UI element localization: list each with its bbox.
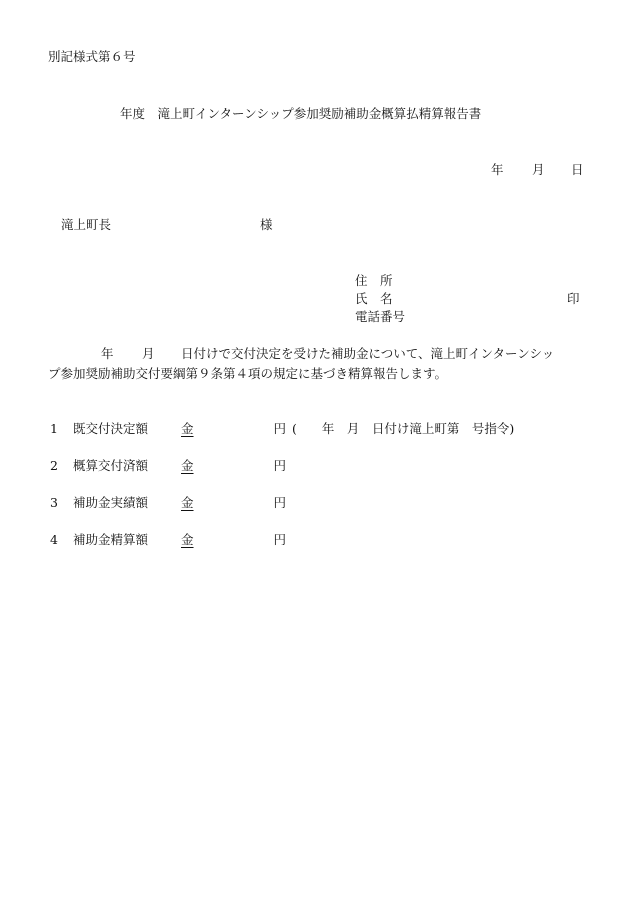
- item-label: 補助金精算額: [73, 532, 149, 547]
- item-label: 補助金実績額: [73, 495, 149, 510]
- amount-field[interactable]: 金 円: [181, 495, 286, 510]
- item-number: 4: [50, 532, 58, 547]
- item-number: 1: [50, 421, 58, 436]
- item-number: 2: [50, 458, 58, 473]
- document-title: 年度 滝上町インターンシップ参加奨励補助金概算払精算報告書: [120, 106, 482, 121]
- addressee-honorific: 様: [260, 217, 273, 232]
- addressee-name: 滝上町長: [61, 217, 112, 232]
- body-date-year: 年: [101, 346, 114, 361]
- seal-mark: 印: [567, 291, 580, 306]
- phone-label: 電話番号: [355, 309, 406, 324]
- amount-field[interactable]: 金 円: [181, 532, 286, 547]
- body-date-month: 月: [142, 346, 155, 361]
- body-line-1: 日付けで交付決定を受けた補助金について、滝上町インターンシッ: [181, 346, 555, 361]
- date-day: 日: [571, 162, 584, 177]
- amount-field[interactable]: 金 円: [181, 458, 286, 473]
- date-month: 月: [532, 162, 545, 177]
- form-number: 別記様式第６号: [48, 49, 136, 64]
- item-label: 既交付決定額: [73, 421, 149, 436]
- item-number: 3: [50, 495, 58, 510]
- item-note: ( 年 月 日付け滝上町第 号指令): [292, 421, 515, 436]
- item-label: 概算交付済額: [73, 458, 149, 473]
- address-label: 住 所: [355, 273, 393, 288]
- date-year: 年: [491, 162, 504, 177]
- name-label: 氏 名: [355, 291, 393, 306]
- body-line-2: プ参加奨励補助交付要綱第９条第４項の規定に基づき精算報告します。: [48, 366, 448, 381]
- amount-field[interactable]: 金 円: [181, 421, 286, 436]
